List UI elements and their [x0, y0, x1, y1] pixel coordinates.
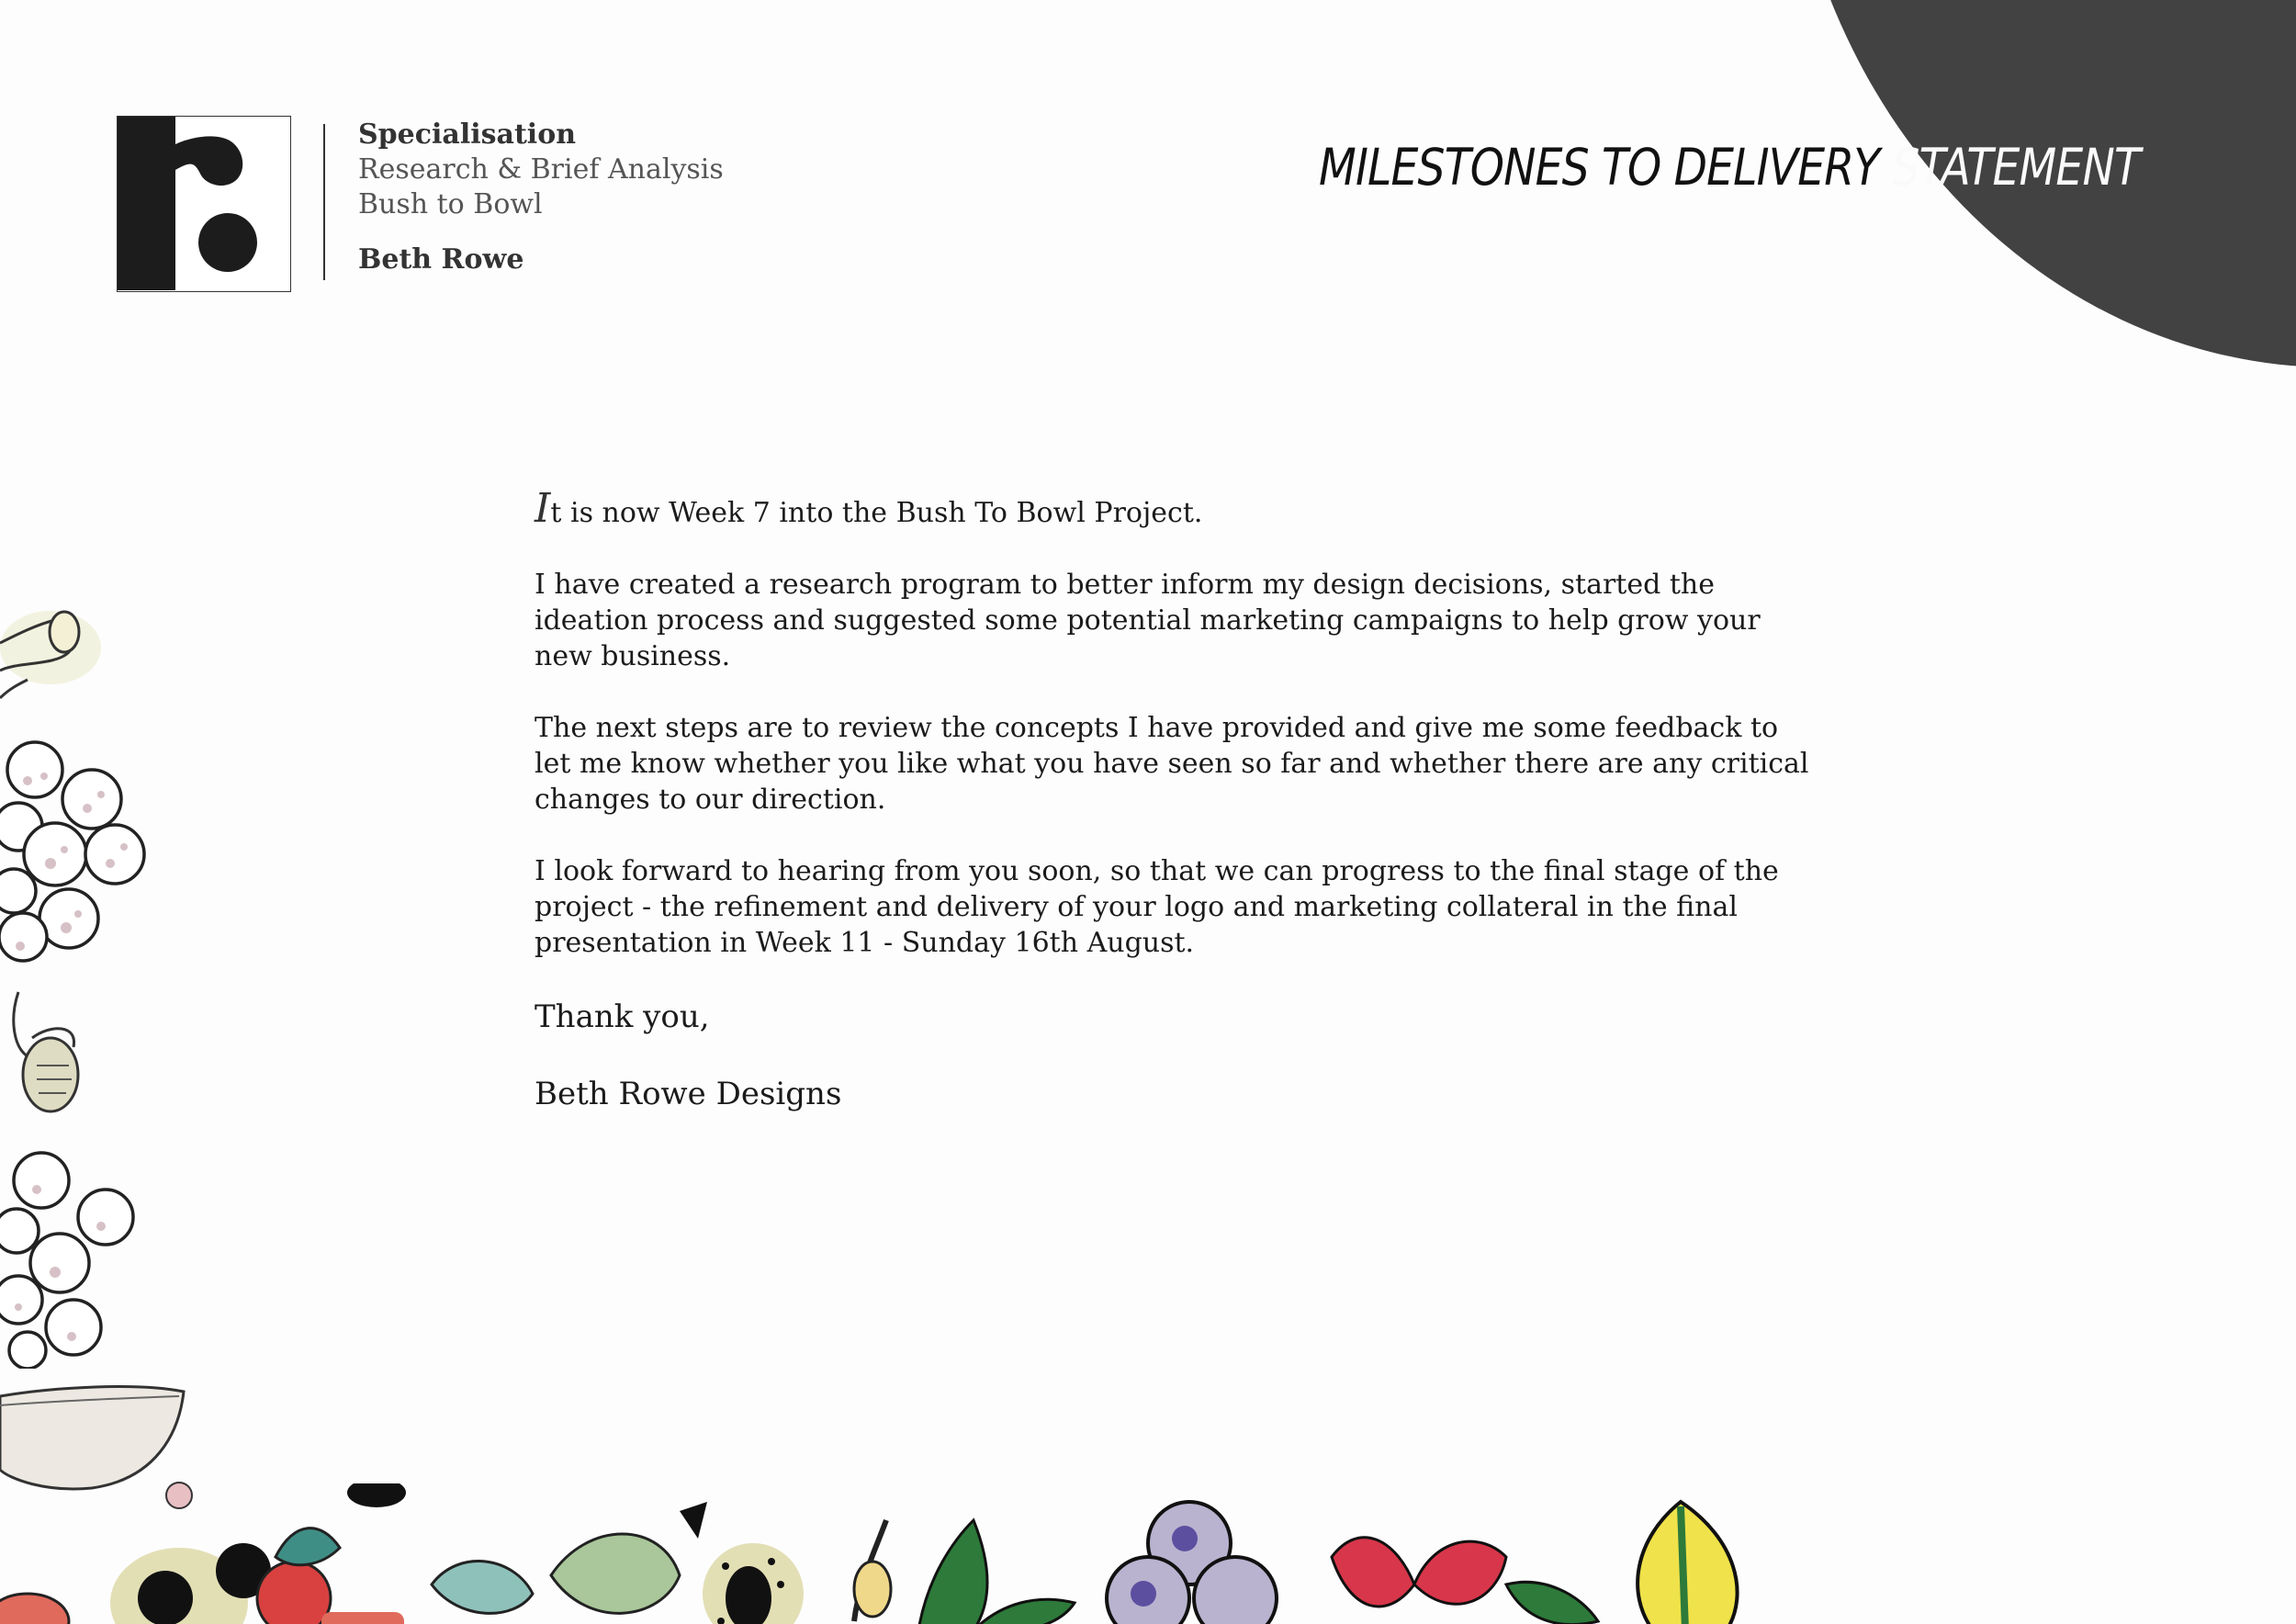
- header-subject: Research & Brief Analysis: [358, 153, 724, 186]
- letter-paragraph-1-text: t is now Week 7 into the Bush To Bowl Project.: [550, 497, 1203, 529]
- letter-paragraph-4: I look forward to hearing from you soon, so that we can progress to the final stage of the project - the refinement and delivery of your logo and marketing collateral in the final presentation in Week 11 - Sunday 16th August.: [535, 855, 1779, 959]
- drop-cap: I: [535, 485, 551, 532]
- header-specialisation: Specialisation: [358, 118, 577, 151]
- letter-signature: Beth Rowe Designs: [535, 1076, 842, 1112]
- fruit-border-icon: [0, 1483, 1800, 1624]
- berry-cluster-icon: [0, 735, 152, 964]
- bee-icon: [0, 974, 92, 1139]
- letter-closing: Thank you,: [535, 998, 710, 1035]
- letter-body: [535, 485, 1820, 1151]
- letter-paragraph-2: I have created a research program to better inform my design decisions, started the ideation process and suggested some potential marketing campaigns to help grow your new business.: [535, 569, 1761, 672]
- letter-paragraph-1: [535, 485, 1820, 532]
- header-author: Beth Rowe: [358, 243, 524, 276]
- letter-paragraph-3: The next steps are to review the concepts I have provided and give me some feedback to let me know whether you like what you have seen so far and whether there are any critical changes to our direction.: [535, 712, 1809, 816]
- page-title-part2: STATEMENT: [1879, 138, 2141, 197]
- berry-cluster-icon: [0, 1144, 138, 1369]
- header-project: Bush to Bowl: [358, 188, 543, 220]
- page-title-part1: MILESTONES TO DELIVERY: [1319, 138, 1880, 197]
- finger-lime-icon: [0, 606, 110, 716]
- header-info: [358, 118, 724, 277]
- logo-mark-icon: [117, 116, 291, 292]
- page-title: [1319, 138, 2140, 197]
- header-divider: [323, 124, 325, 280]
